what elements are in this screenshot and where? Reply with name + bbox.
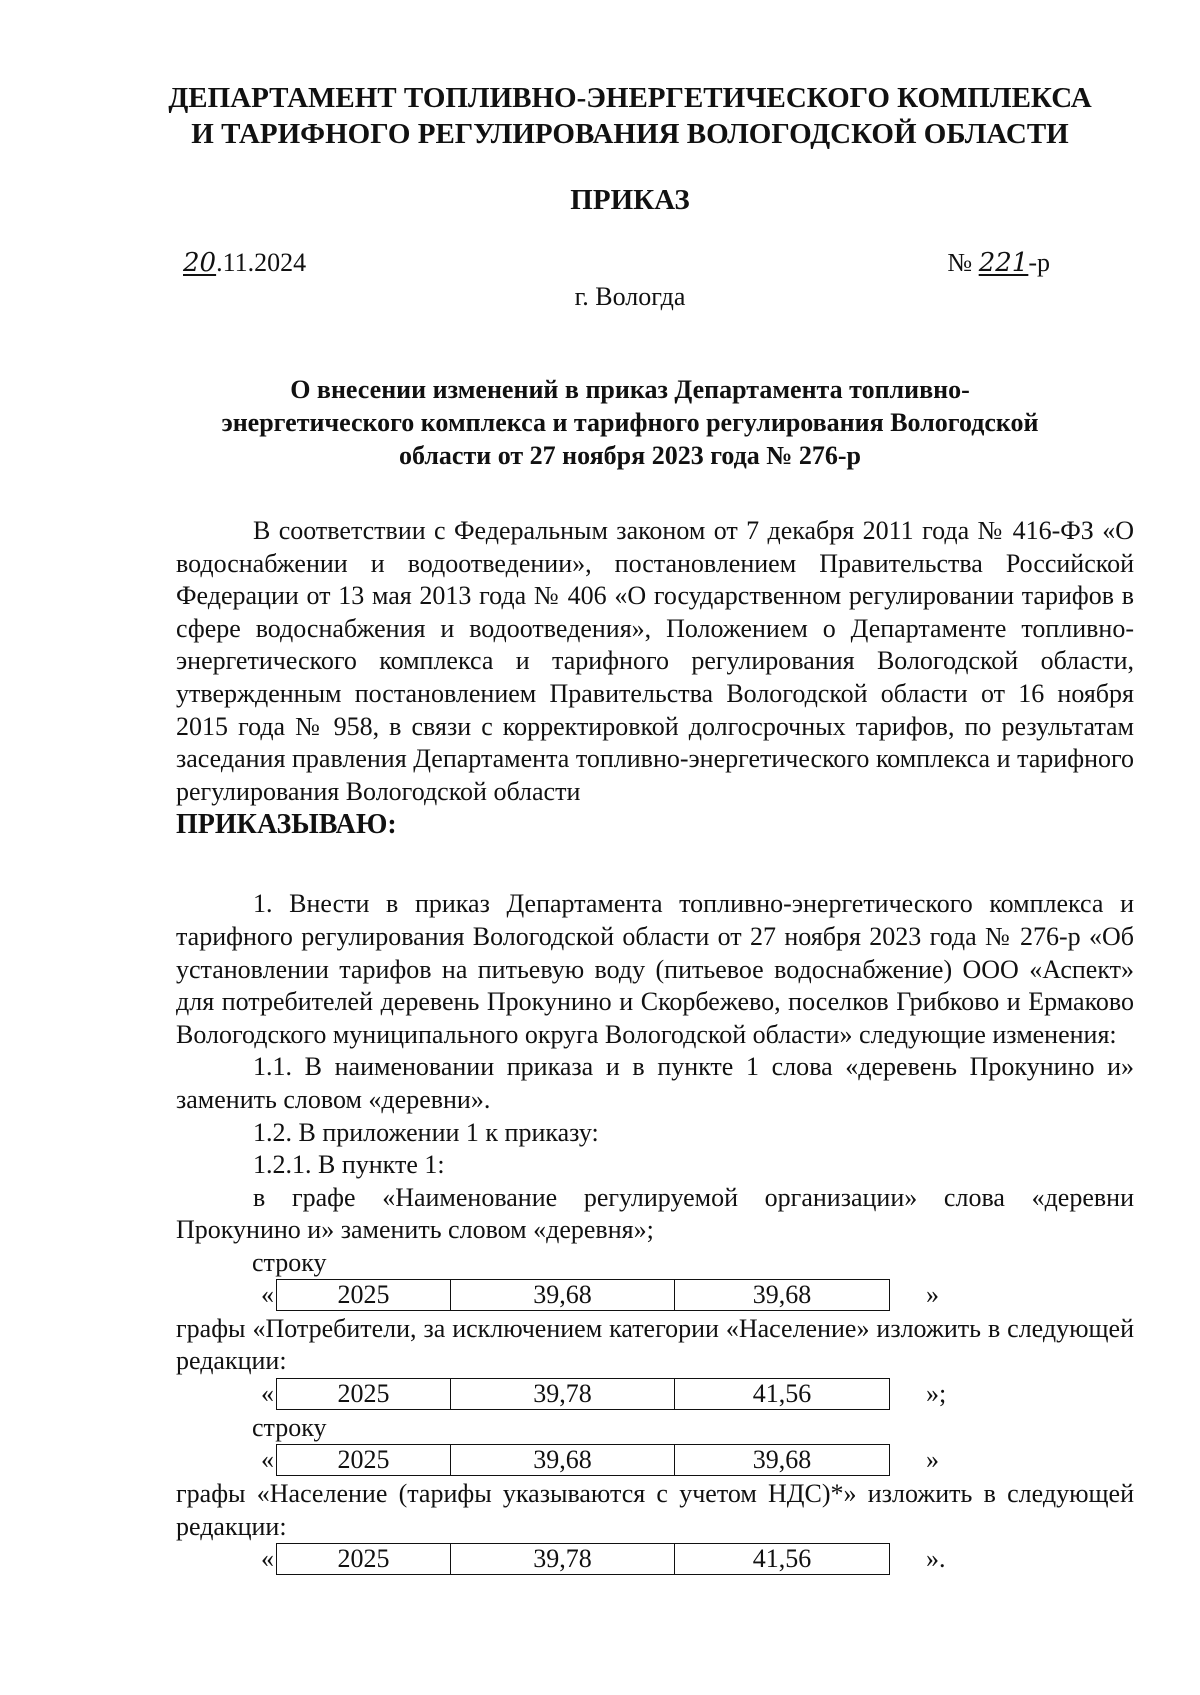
table-cell-year: 2025 [277,1445,451,1475]
quote-open: « [261,1379,274,1409]
document-number [947,248,1050,278]
tariff-table-row [176,1543,1134,1577]
item-1-2-1-a: в графе «Наименование регулируемой организации» слова «деревни Прокунино и» заменить словом «деревня»; [176,1182,1134,1245]
order-word: ПРИКАЗЫВАЮ: [176,809,397,841]
table-cell-value-2: 39,68 [752,1445,812,1475]
document-subject [175,373,1085,472]
subject-line-2: энергетического комплекса и тарифного регулирования Вологодской [221,408,1039,437]
quote-open: « [261,1445,274,1475]
date-day-handwritten: 20 [183,248,217,278]
label-grafy-2: графы «Население (тарифы указываются с учетом НДС)*» изложить в следующей редакции: [176,1479,1134,1541]
city: г. Вологда [574,282,686,311]
number-suffix: -р [1028,248,1050,277]
table-cell-value-1: 39,68 [451,1280,675,1310]
table-cell-value-2: 41,56 [752,1544,812,1574]
table-cell-value-1: 39,78 [451,1544,675,1574]
number-prefix: № [947,248,979,277]
tariff-table-row [176,1444,1134,1478]
issuer-line-1: ДЕПАРТАМЕНТ ТОПЛИВНО-ЭНЕРГЕТИЧЕСКОГО КОМПЛЕКСА [168,82,1092,114]
document-body [176,515,1134,1577]
label-stroku-2: строку [252,1413,327,1443]
quote-open: « [261,1279,274,1309]
subject-line-3: области от 27 ноября 2023 года № 276-р [398,441,862,470]
quote-close: » [926,1279,939,1309]
document-type: ПРИКАЗ [570,184,690,216]
table-cell-year: 2025 [277,1280,451,1310]
tariff-table-row [176,1279,1134,1313]
table-cell-value-2: 39,68 [752,1279,812,1309]
item-1-2-1: 1.2.1. В пункте 1: [253,1150,445,1180]
table-cell-year: 2025 [277,1379,451,1409]
tariff-table [276,1378,890,1410]
table-cell-value-2: 41,56 [752,1379,812,1409]
label-grafy-1: графы «Потребители, за исключением категории «Население» изложить в следующей редакции: [176,1313,1134,1376]
tariff-table [276,1444,890,1476]
issuer-line-2: И ТАРИФНОГО РЕГУЛИРОВАНИЯ ВОЛОГОДСКОЙ ОБЛАСТИ [191,118,1069,150]
item-1-1: 1.1. В наименовании приказа и в пункте 1 слова «деревень Прокунино и» заменить словом «деревни». [176,1052,1134,1114]
quote-close: »; [926,1379,947,1409]
preamble-paragraph: В соответствии с Федеральным законом от 7 декабря 2011 года № 416-ФЗ «О водоснабжении и водоотведении», постановлением Правительства Российской Федерации от 13 мая 2013 года № 406 «О государственном регулировании тарифов в сфере водоснабжения и водоотведения», Положением о Департаменте топливно-энергетического комплекса и тарифного регулирования Вологодской области, утвержденным постановлением Правительства Вологодской области от 16 ноября 2015 года № 958, в связи с корректировкой долгосрочных тарифов, по результатам заседания правления Департамента топливно-энергетического комплекса и тарифного регулирования Вологодской области [176,516,1134,806]
tariff-table [276,1543,890,1575]
item-1-2: 1.2. В приложении 1 к приказу: [253,1117,599,1147]
table-cell-year: 2025 [277,1544,451,1574]
quote-close: » [926,1445,939,1475]
subject-line-1: О внесении изменений в приказ Департамента топливно- [290,375,970,404]
tariff-table-row [176,1378,1134,1412]
table-cell-value-1: 39,78 [451,1379,675,1409]
issuer-header [150,80,1110,152]
item-1: 1. Внести в приказ Департамента топливно-энергетического комплекса и тарифного регулирования Вологодской области от 27 ноября 2023 года № 276-р «Об установлении тарифов на питьевую воду (питьевое водоснабжение) ООО «Аспект» для потребителей деревень Прокунино и Скорбежево, поселков Грибково и Ермаково Вологодского муниципального округа Вологодской области» следующие изменения: [176,889,1134,1049]
number-handwritten: 221 [978,248,1029,278]
label-stroku-1: строку [252,1247,327,1277]
date-rest: .11.2024 [216,248,307,277]
tariff-table [276,1279,890,1311]
quote-open: « [261,1544,274,1574]
document-date [183,248,306,278]
table-cell-value-1: 39,68 [451,1445,675,1475]
quote-close: ». [926,1544,946,1574]
